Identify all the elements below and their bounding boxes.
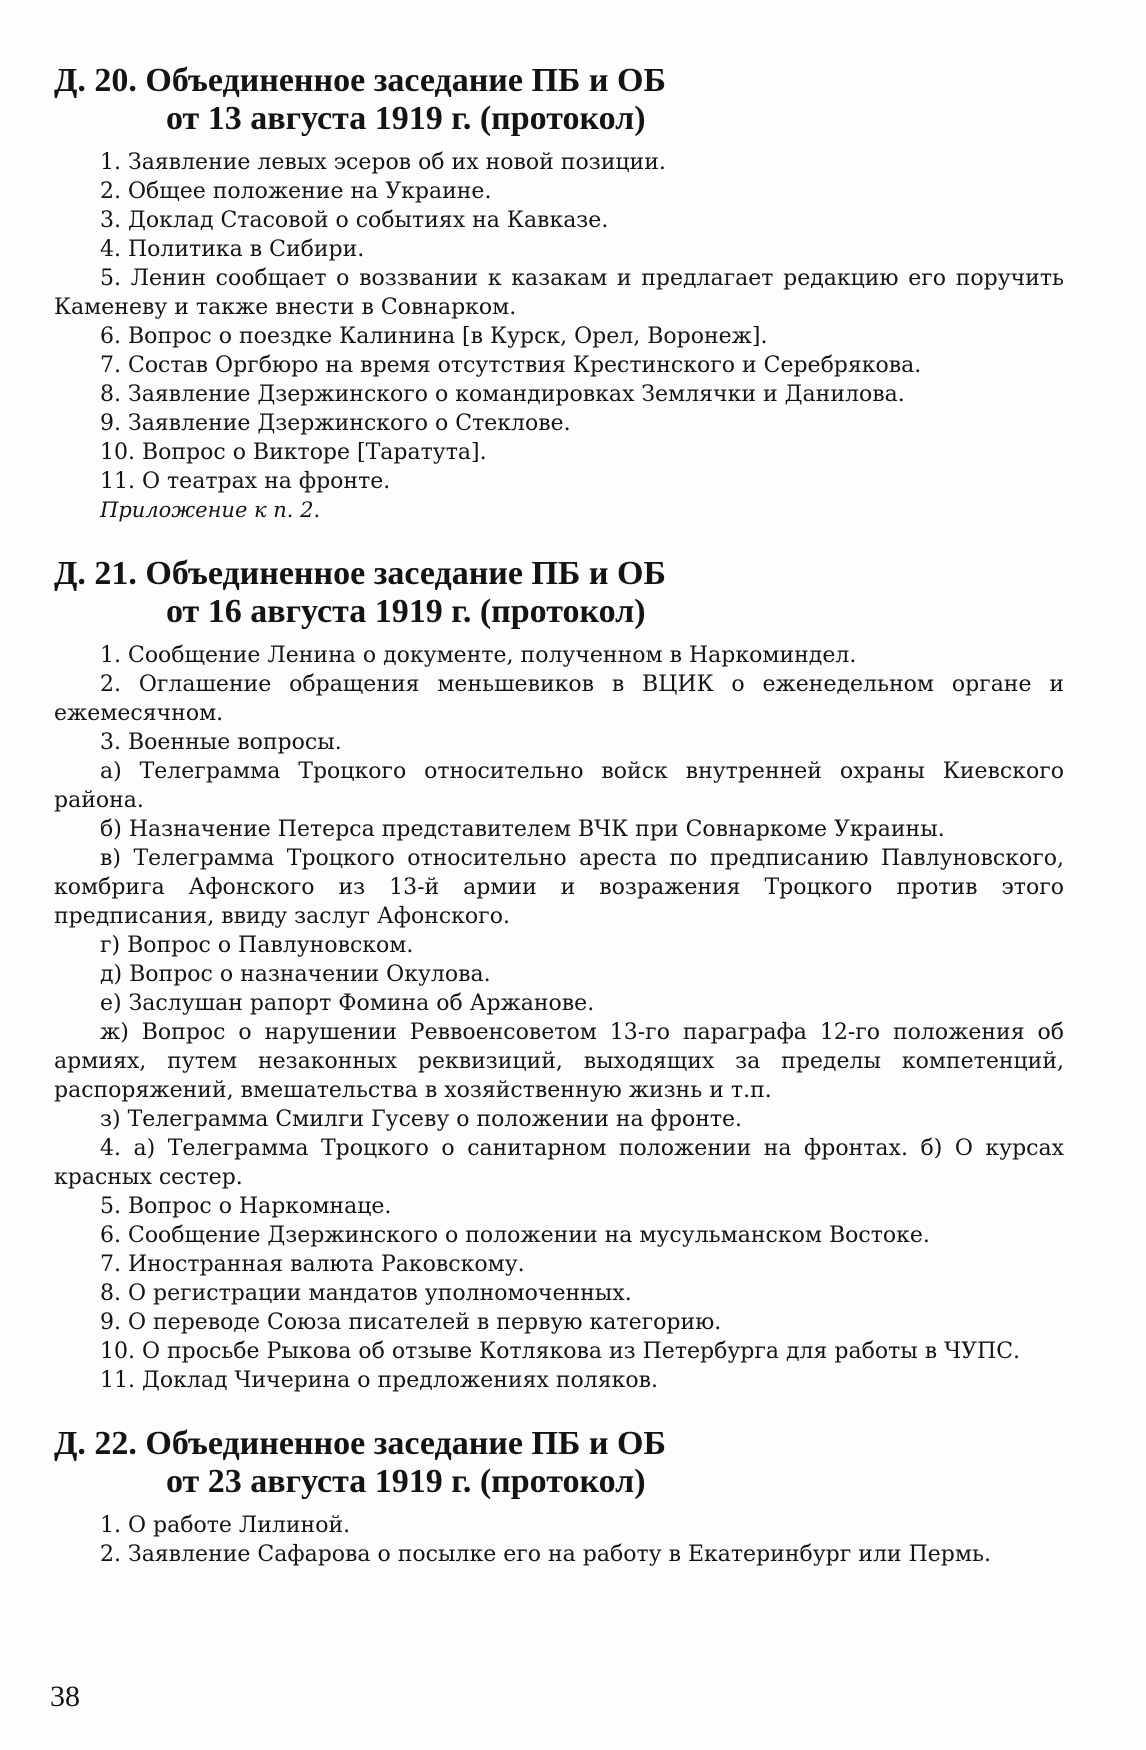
section-title	[54, 1425, 1064, 1501]
list-item: е) Заслушан рапорт Фомина об Аржанове.	[100, 991, 595, 1016]
list-item: 2. Заявление Сафарова о посылке его на работу в Екатеринбург или Пермь.	[100, 1542, 991, 1567]
list-item: 7. Иностранная валюта Раковскому.	[100, 1252, 525, 1277]
document-page	[54, 62, 1064, 1599]
section-d20	[54, 62, 1064, 525]
list-item: в) Телеграмма Троцкого относительно ареста по предписанию Павлуновского, комбрига Афонского из 13-й армии и возражения Троцкого против этого предписания, ввиду заслуг Афонского.	[54, 846, 1064, 929]
list-item: 3. Военные вопросы.	[100, 730, 342, 755]
list-item: 5. Вопрос о Наркомнаце.	[100, 1194, 392, 1219]
list-item: д) Вопрос о назначении Окулова.	[100, 962, 491, 987]
list-item: 9. О переводе Союза писателей в первую категорию.	[100, 1310, 722, 1335]
list-item: 11. Доклад Чичерина о предложениях поляков.	[100, 1368, 659, 1393]
list-item: 10. О просьбе Рыкова об отзыве Котлякова из Петербурга для работы в ЧУПС.	[100, 1339, 1021, 1364]
list-item: а) Телеграмма Троцкого относительно войск внутренней охраны Киевского района.	[54, 759, 1064, 813]
list-item: 3. Доклад Стасовой о событиях на Кавказе.	[100, 208, 609, 233]
list-item: 7. Состав Оргбюро на время отсутствия Крестинского и Серебрякова.	[100, 353, 922, 378]
list-item: 2. Общее положение на Украине.	[100, 179, 492, 204]
appendix-note: Приложение к п. 2.	[100, 498, 321, 522]
section-title-line1: Д. 22. Объединенное заседание ПБ и ОБ	[54, 1425, 666, 1462]
list-item: 1. О работе Лилиной.	[100, 1513, 351, 1538]
list-item: 4. Политика в Сибири.	[100, 237, 365, 262]
item-list	[54, 641, 1064, 1395]
item-list	[54, 1511, 1064, 1569]
section-title	[54, 62, 1064, 138]
list-item: г) Вопрос о Павлуновском.	[100, 933, 414, 958]
section-title	[54, 555, 1064, 631]
list-item: 9. Заявление Дзержинского о Стеклове.	[100, 411, 571, 436]
section-title-line2: от 23 августа 1919 г. (протокол)	[166, 1463, 646, 1500]
list-item: 1. Заявление левых эсеров об их новой позиции.	[100, 150, 666, 175]
list-item: 4. а) Телеграмма Троцкого о санитарном положении на фронтах. б) О курсах красных сестер.	[54, 1136, 1064, 1190]
list-item: з) Телеграмма Смилги Гусеву о положении на фронте.	[100, 1107, 743, 1132]
list-item: 5. Ленин сообщает о воззвании к казакам и предлагает редакцию его поручить Каменеву и также внести в Совнарком.	[54, 266, 1064, 320]
list-item: 6. Сообщение Дзержинского о положении на мусульманском Востоке.	[100, 1223, 930, 1248]
section-title-line1: Д. 21. Объединенное заседание ПБ и ОБ	[54, 555, 666, 592]
list-item: 8. О регистрации мандатов уполномоченных.	[100, 1281, 632, 1306]
item-list	[54, 148, 1064, 525]
list-item: 8. Заявление Дзержинского о командировках Землячки и Данилова.	[100, 382, 905, 407]
list-item: 6. Вопрос о поездке Калинина [в Курск, Орел, Воронеж].	[100, 324, 768, 349]
list-item: 1. Сообщение Ленина о документе, полученном в Наркоминдел.	[100, 643, 857, 668]
section-title-line1: Д. 20. Объединенное заседание ПБ и ОБ	[54, 62, 666, 99]
list-item: 11. О театрах на фронте.	[100, 469, 391, 494]
list-item: б) Назначение Петерса представителем ВЧК при Совнаркоме Украины.	[100, 817, 945, 842]
section-d21	[54, 555, 1064, 1395]
section-title-line2: от 16 августа 1919 г. (протокол)	[166, 593, 646, 630]
section-title-line2: от 13 августа 1919 г. (протокол)	[166, 100, 646, 137]
list-item: ж) Вопрос о нарушении Реввоенсоветом 13-го параграфа 12-го положения об армиях, путем незаконных реквизиций, выходящих за пределы компетенций, распоряжений, вмешательства в хозяйственную жизнь и т.п.	[54, 1020, 1064, 1103]
section-d22	[54, 1425, 1064, 1569]
list-item: 2. Оглашение обращения меньшевиков в ВЦИК о еженедельном органе и ежемесячном.	[54, 672, 1064, 726]
page-number: 38	[50, 1680, 80, 1713]
list-item: 10. Вопрос о Викторе [Таратута].	[100, 440, 487, 465]
